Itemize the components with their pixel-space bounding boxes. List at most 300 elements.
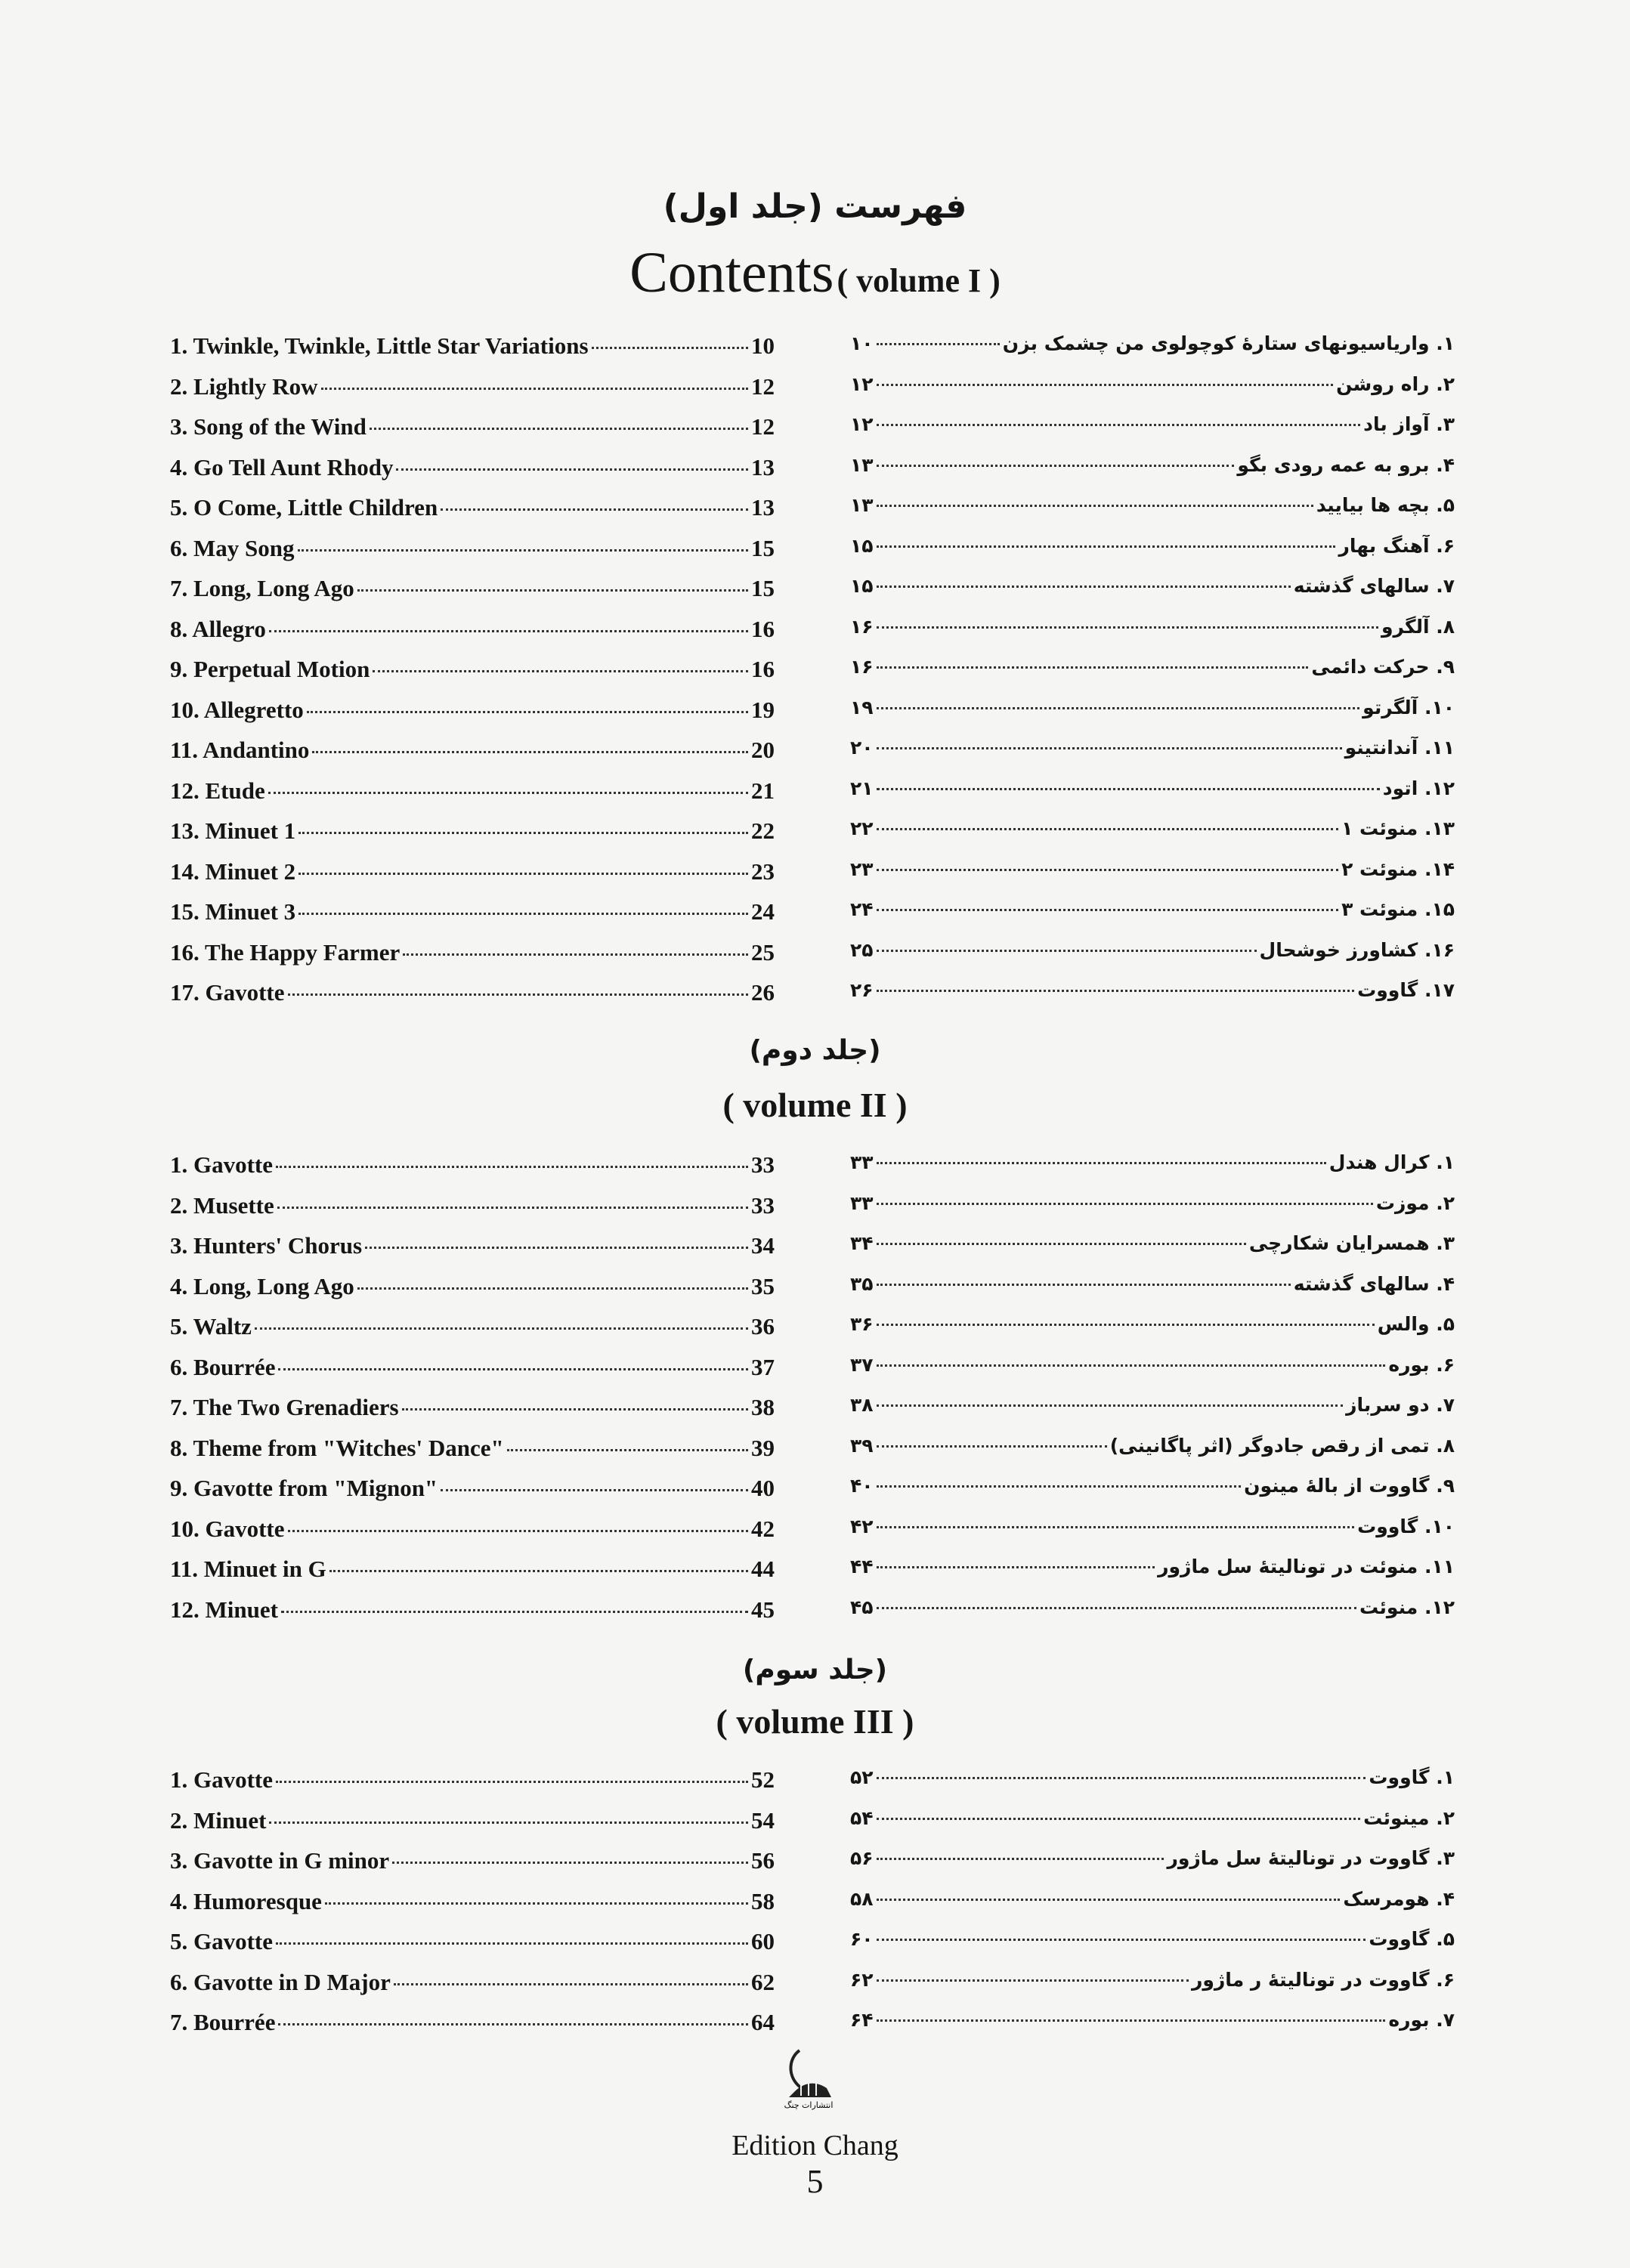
toc-entry-title: 4. Humoresque <box>170 1887 322 1914</box>
toc-entry-title: ۱۰. گاووت <box>1357 1515 1455 1537</box>
toc-entry <box>850 1273 1455 1314</box>
dot-leader <box>321 388 749 390</box>
toc-entry-title: 3. Hunters' Chorus <box>170 1232 363 1259</box>
toc-entry-title: 2. Musette <box>170 1191 274 1219</box>
toc-entry <box>170 1394 775 1435</box>
dot-leader <box>357 1287 748 1290</box>
dot-leader <box>288 1530 748 1532</box>
toc-entry <box>170 1151 775 1192</box>
volume-1-english-list <box>170 332 775 1020</box>
toc-entry <box>850 2009 1455 2050</box>
toc-entry <box>850 494 1455 535</box>
toc-entry-page: ۵۶ <box>850 1847 874 1869</box>
toc-entry-title: ۷. دو سرباز <box>1346 1394 1455 1416</box>
toc-entry-title: 6. Bourrée <box>170 1353 276 1380</box>
dot-leader <box>276 1166 748 1168</box>
toc-entry-page: ۲۳ <box>850 857 874 880</box>
volume-2-persian-title: (جلد دوم) <box>749 1035 881 1066</box>
toc-entry <box>170 332 775 373</box>
toc-entry-page: ۱۳ <box>850 494 874 516</box>
volume-3-title: ( volume III ) <box>716 1702 914 1741</box>
dot-leader <box>298 549 749 552</box>
toc-entry <box>170 454 775 495</box>
toc-entry-title: 2. Minuet <box>170 1806 267 1834</box>
toc-entry-title: ۲. مینوئت <box>1363 1806 1455 1829</box>
toc-entry-page: 16 <box>751 656 775 682</box>
toc-entry <box>850 1354 1455 1395</box>
toc-entry <box>170 1354 775 1395</box>
toc-entry-page: 54 <box>751 1806 775 1834</box>
toc-entry <box>850 1516 1455 1556</box>
toc-entry-title: ۵. والس <box>1377 1313 1455 1335</box>
toc-entry <box>170 616 775 657</box>
volume-2-persian-list <box>850 1151 1455 1636</box>
toc-entry <box>850 1232 1455 1273</box>
toc-entry-page: 35 <box>751 1272 775 1299</box>
toc-entry-page: 37 <box>751 1353 775 1380</box>
toc-entry-title: ۶. آهنگ بهار <box>1338 534 1455 557</box>
dot-leader <box>269 1822 748 1824</box>
toc-entry-title: ۶. بوره <box>1388 1353 1455 1376</box>
toc-entry <box>850 575 1455 616</box>
toc-entry <box>850 1435 1455 1475</box>
toc-entry-page: ۶۴ <box>850 2009 874 2031</box>
dot-leader <box>877 1364 1386 1367</box>
toc-entry-title: ۹. حرکت دائمی <box>1311 656 1455 678</box>
toc-entry <box>170 1596 775 1637</box>
toc-entry-title: 4. Go Tell Aunt Rhody <box>170 453 394 480</box>
toc-entry-page: ۱۶ <box>850 656 874 678</box>
toc-entry-title: 16. The Happy Farmer <box>170 938 401 966</box>
dot-leader <box>507 1449 748 1451</box>
toc-entry <box>170 1766 775 1807</box>
dot-leader <box>877 626 1378 629</box>
toc-entry-title: ۴. سالهای گذشته <box>1293 1272 1455 1295</box>
toc-entry-page: ۳۵ <box>850 1272 874 1295</box>
volume-2-section <box>170 1151 1455 1636</box>
toc-entry-title: 9. Perpetual Motion <box>170 656 370 682</box>
toc-entry-title: 1. Twinkle, Twinkle, Little Star Variations <box>170 332 589 359</box>
toc-entry <box>850 656 1455 697</box>
toc-entry-page: 40 <box>751 1475 775 1501</box>
toc-entry <box>170 535 775 576</box>
toc-entry-page: ۴۵ <box>850 1596 874 1618</box>
toc-entry <box>850 373 1455 414</box>
toc-entry <box>170 656 775 697</box>
toc-entry-title: ۱۵. منوئت ۳ <box>1341 898 1455 920</box>
dot-leader <box>877 788 1380 790</box>
dot-leader <box>877 384 1334 386</box>
toc-entry-page: 45 <box>751 1596 775 1623</box>
toc-entry-title: 1. Gavotte <box>170 1151 274 1178</box>
publisher-name: Edition Chang <box>731 2130 899 2161</box>
toc-entry-title: ۸. تمی از رقص جادوگر (اثر پاگانینی) <box>1109 1434 1455 1457</box>
toc-entry-page: ۳۶ <box>850 1313 874 1335</box>
toc-entry-page: ۲۶ <box>850 979 874 1001</box>
toc-entry-page: 26 <box>751 979 775 1006</box>
toc-entry <box>170 413 775 454</box>
toc-entry-title: 8. Allegro <box>170 615 266 642</box>
toc-entry-page: 24 <box>751 898 775 925</box>
toc-entry <box>850 817 1455 858</box>
toc-entry <box>850 1888 1455 1929</box>
toc-entry-page: 36 <box>751 1313 775 1339</box>
toc-entry <box>850 1394 1455 1435</box>
toc-entry-title: 11. Minuet in G <box>170 1556 326 1582</box>
toc-entry <box>850 1475 1455 1516</box>
dot-leader <box>255 1327 748 1330</box>
toc-entry <box>850 898 1455 939</box>
toc-entry <box>170 1192 775 1233</box>
toc-entry <box>850 1807 1455 1848</box>
toc-entry-title: ۱۱. آندانتینو <box>1344 737 1455 759</box>
dot-leader <box>877 1526 1355 1528</box>
toc-entry <box>850 777 1455 818</box>
toc-entry-page: ۱۳ <box>850 453 874 476</box>
toc-entry-page: 39 <box>751 1434 775 1461</box>
dot-leader <box>877 950 1257 952</box>
toc-entry-page: 52 <box>751 1766 775 1793</box>
toc-entry-title: ۳. آواز باد <box>1363 413 1455 435</box>
dot-leader <box>276 1942 748 1945</box>
toc-entry-title: ۴. هومرسک <box>1343 1887 1455 1910</box>
dot-leader <box>278 2023 748 2025</box>
toc-entry-page: 22 <box>751 817 775 844</box>
dot-leader <box>877 545 1336 548</box>
dot-leader <box>877 1162 1326 1164</box>
volume-1-persian-list <box>850 332 1455 1020</box>
toc-entry-title: ۸. آلگرو <box>1381 615 1455 638</box>
toc-entry <box>170 777 775 818</box>
toc-entry-page: ۳۸ <box>850 1394 874 1416</box>
toc-entry <box>170 939 775 980</box>
toc-entry-title: ۱. گاووت <box>1369 1766 1455 1788</box>
dot-leader <box>877 1818 1361 1820</box>
edition-chang-logo <box>778 2047 839 2112</box>
dot-leader <box>877 828 1339 830</box>
toc-entry <box>170 1969 775 2010</box>
toc-entry <box>850 1556 1455 1596</box>
toc-entry-page: ۱۹ <box>850 696 874 718</box>
toc-entry-title: 7. Long, Long Ago <box>170 575 354 601</box>
toc-entry <box>170 1516 775 1556</box>
toc-entry <box>170 1847 775 1888</box>
dot-leader <box>877 1243 1246 1245</box>
dot-leader <box>357 589 748 592</box>
toc-entry-page: 58 <box>751 1887 775 1914</box>
toc-entry-page: 38 <box>751 1394 775 1420</box>
dot-leader <box>877 586 1291 588</box>
toc-entry-title: ۱۲. اتود <box>1382 777 1455 799</box>
dot-leader <box>269 630 748 632</box>
toc-entry <box>850 413 1455 454</box>
dot-leader <box>877 1566 1155 1568</box>
dot-leader <box>877 465 1235 467</box>
dot-leader <box>877 747 1342 749</box>
page-number: 5 <box>806 2163 824 2200</box>
toc-entry-title: ۷. سالهای گذشته <box>1293 575 1455 597</box>
toc-entry-page: ۳۳ <box>850 1191 874 1214</box>
toc-entry-page: ۲۵ <box>850 938 874 961</box>
toc-entry-page: ۱۰ <box>850 332 874 354</box>
toc-entry <box>170 1475 775 1516</box>
dot-leader <box>877 2019 1386 2022</box>
dot-leader <box>298 913 748 915</box>
toc-entry <box>850 1596 1455 1637</box>
toc-entry-page: 33 <box>751 1191 775 1219</box>
volume-1-section <box>170 332 1455 1020</box>
toc-entry-title: ۳. گاووت در تونالیتهٔ سل ماژور <box>1167 1847 1455 1869</box>
toc-entry <box>850 1969 1455 2010</box>
dot-leader <box>877 1607 1357 1609</box>
toc-entry-page: ۵۸ <box>850 1887 874 1910</box>
toc-entry <box>850 1847 1455 1888</box>
toc-entry <box>170 2009 775 2050</box>
toc-entry <box>170 858 775 899</box>
logo-text: انتشارات چنگ <box>784 2100 834 2110</box>
toc-entry-page: ۲۲ <box>850 817 874 839</box>
toc-entry-title: ۵. گاووت <box>1369 1928 1455 1950</box>
toc-entry <box>170 1313 775 1354</box>
toc-entry <box>850 535 1455 576</box>
toc-entry-page: 44 <box>751 1556 775 1582</box>
volume-3-persian-list <box>850 1766 1455 2050</box>
toc-entry-title: ۷. بوره <box>1388 2009 1455 2031</box>
toc-entry <box>850 1766 1455 1807</box>
toc-entry-title: ۱. کرال هندل <box>1328 1151 1455 1173</box>
toc-entry-page: 60 <box>751 1928 775 1954</box>
dot-leader <box>392 1862 748 1864</box>
toc-entry-page: 10 <box>751 332 775 359</box>
toc-entry-page: 15 <box>751 575 775 601</box>
toc-entry-page: 25 <box>751 938 775 966</box>
toc-entry <box>170 575 775 616</box>
toc-entry-page: ۳۳ <box>850 1151 874 1173</box>
toc-entry-title: 12. Minuet <box>170 1596 278 1623</box>
toc-entry-title: 7. The Two Grenadiers <box>170 1394 399 1420</box>
toc-entry <box>850 454 1455 495</box>
toc-entry-page: 15 <box>751 534 775 561</box>
toc-entry-page: ۳۴ <box>850 1232 874 1254</box>
dot-leader <box>394 1983 748 1985</box>
toc-entry-page: ۶۰ <box>850 1928 874 1950</box>
toc-entry-title: 10. Gavotte <box>170 1515 285 1542</box>
toc-entry <box>170 1928 775 1969</box>
dot-leader <box>268 792 748 794</box>
toc-entry-title: 13. Minuet 1 <box>170 817 296 844</box>
dot-leader <box>441 1489 748 1491</box>
toc-entry-page: 33 <box>751 1151 775 1178</box>
toc-entry-title: 6. May Song <box>170 534 295 561</box>
dot-leader <box>877 707 1360 709</box>
toc-entry <box>170 1273 775 1314</box>
toc-entry-title: 10. Allegretto <box>170 696 304 723</box>
dot-leader <box>877 1404 1344 1407</box>
toc-entry-page: 12 <box>751 413 775 440</box>
toc-entry-title: 5. Gavotte <box>170 1928 274 1954</box>
toc-entry-title: ۶. گاووت در تونالیتهٔ ر ماژور <box>1191 1968 1455 1991</box>
dot-leader <box>370 428 748 430</box>
toc-entry <box>850 1313 1455 1354</box>
toc-entry <box>850 1928 1455 1969</box>
toc-entry-title: ۱۲. منوئت <box>1359 1596 1455 1618</box>
toc-entry-page: 16 <box>751 615 775 642</box>
dot-leader <box>877 1979 1189 1982</box>
toc-entry <box>170 1888 775 1929</box>
toc-entry-title: ۱۴. منوئت ۲ <box>1341 857 1455 880</box>
toc-entry-page: ۱۲ <box>850 372 874 395</box>
toc-entry-title: ۱. واریاسیونهای ستارهٔ کوچولوی من چشمک بزن <box>1002 332 1455 354</box>
toc-entry-title: ۹. گاووت از بالهٔ مینون <box>1244 1475 1455 1497</box>
dot-leader <box>877 1284 1291 1286</box>
toc-entry-title: ۱۶. کشاورز خوشحال <box>1259 938 1455 961</box>
toc-entry-page: 64 <box>751 2009 775 2035</box>
dot-leader <box>276 1781 748 1783</box>
toc-entry <box>170 737 775 777</box>
toc-entry <box>850 1151 1455 1192</box>
volume-2-english-list <box>170 1151 775 1636</box>
toc-entry <box>170 494 775 535</box>
toc-entry-page: ۵۲ <box>850 1766 874 1788</box>
dot-leader <box>877 666 1309 669</box>
dot-leader <box>877 1203 1373 1205</box>
toc-entry-page: ۵۴ <box>850 1806 874 1829</box>
toc-entry-title: 5. O Come, Little Children <box>170 494 438 521</box>
persian-title: فهرست (جلد اول) <box>663 187 967 226</box>
toc-entry-page: ۱۵ <box>850 534 874 557</box>
dot-leader <box>325 1902 748 1905</box>
dot-leader <box>373 670 748 672</box>
dot-leader <box>877 1777 1366 1779</box>
toc-entry-title: 11. Andantino <box>170 737 310 763</box>
toc-entry <box>170 373 775 414</box>
toc-entry-page: ۲۰ <box>850 737 874 759</box>
dot-leader <box>877 424 1361 426</box>
toc-entry-title: ۱۱. منوئت در تونالیتهٔ سل ماژور <box>1158 1556 1455 1577</box>
dot-leader <box>396 468 748 471</box>
toc-entry-title: ۵. بچه ها بیایید <box>1316 494 1455 516</box>
dot-leader <box>403 953 748 956</box>
dot-leader <box>298 832 748 834</box>
toc-entry-title: 2. Lightly Row <box>170 372 318 400</box>
dot-leader <box>877 990 1355 992</box>
dot-leader <box>877 343 1000 345</box>
toc-entry-title: 6. Gavotte in D Major <box>170 1968 391 1995</box>
volume-3-english-list <box>170 1766 775 2050</box>
toc-entry <box>850 332 1455 373</box>
toc-entry <box>850 979 1455 1020</box>
toc-entry-page: 42 <box>751 1515 775 1542</box>
toc-entry <box>170 1232 775 1273</box>
toc-entry-page: ۶۲ <box>850 1968 874 1991</box>
dot-leader <box>877 1445 1107 1448</box>
volume-1-title: ( volume I ) <box>837 262 1001 299</box>
toc-entry <box>170 979 775 1020</box>
toc-entry <box>170 1556 775 1596</box>
toc-entry <box>170 817 775 858</box>
dot-leader <box>288 993 748 996</box>
toc-entry <box>850 1192 1455 1233</box>
toc-entry-page: ۴۴ <box>850 1556 874 1577</box>
toc-entry-title: 3. Song of the Wind <box>170 413 367 440</box>
toc-entry <box>170 1435 775 1475</box>
toc-entry <box>850 858 1455 899</box>
dot-leader <box>402 1408 748 1411</box>
toc-entry <box>170 1807 775 1848</box>
toc-entry-title: 9. Gavotte from "Mignon" <box>170 1475 438 1501</box>
dot-leader <box>278 1368 748 1370</box>
dot-leader <box>877 1858 1165 1860</box>
toc-entry-page: 62 <box>751 1968 775 1995</box>
dot-leader <box>365 1247 748 1249</box>
toc-entry-title: 7. Bourrée <box>170 2009 276 2035</box>
dot-leader <box>329 1570 748 1572</box>
toc-entry-title: 1. Gavotte <box>170 1766 274 1793</box>
toc-entry-title: 12. Etude <box>170 777 265 804</box>
dot-leader <box>307 711 748 713</box>
toc-entry-page: 56 <box>751 1847 775 1874</box>
toc-entry-title: 4. Long, Long Ago <box>170 1272 354 1299</box>
toc-entry-page: ۴۰ <box>850 1475 874 1497</box>
toc-entry-title: ۱۰. آلگرتو <box>1362 696 1455 718</box>
toc-entry-title: ۲. موزت <box>1375 1191 1455 1214</box>
toc-entry <box>170 898 775 939</box>
toc-entry <box>850 616 1455 657</box>
toc-entry <box>170 697 775 737</box>
toc-entry-page: 34 <box>751 1232 775 1259</box>
toc-entry-page: 13 <box>751 494 775 521</box>
volume-3-persian-title: (جلد سوم) <box>742 1655 888 1686</box>
toc-entry-page: ۱۶ <box>850 615 874 638</box>
dot-leader <box>877 909 1339 911</box>
volume-2-title: ( volume II ) <box>722 1086 908 1124</box>
dot-leader <box>312 751 748 753</box>
toc-entry-title: 15. Minuet 3 <box>170 898 296 925</box>
toc-entry-page: 12 <box>751 372 775 400</box>
dot-leader <box>441 508 748 511</box>
contents-heading <box>0 240 1630 306</box>
toc-entry-title: 3. Gavotte in G minor <box>170 1847 390 1874</box>
toc-entry-page: ۱۲ <box>850 413 874 435</box>
toc-entry-title: 5. Waltz <box>170 1313 252 1339</box>
dot-leader <box>877 1939 1366 1941</box>
volume-3-section <box>170 1766 1455 2050</box>
toc-entry <box>850 737 1455 777</box>
toc-entry-page: ۲۱ <box>850 777 874 799</box>
toc-entry-page: ۳۷ <box>850 1353 874 1376</box>
toc-entry-page: 20 <box>751 737 775 763</box>
toc-entry-title: ۳. همسرایان شکارچی <box>1248 1232 1455 1254</box>
toc-entry-title: ۱۳. منوئت ۱ <box>1341 817 1455 839</box>
toc-entry <box>850 939 1455 980</box>
dot-leader <box>298 873 748 875</box>
toc-entry-page: ۲۴ <box>850 898 874 920</box>
toc-entry-page: 21 <box>751 777 775 804</box>
contents-title: Contents <box>629 241 834 304</box>
toc-entry-page: ۴۲ <box>850 1515 874 1537</box>
toc-entry-title: 8. Theme from "Witches' Dance" <box>170 1434 504 1461</box>
dot-leader <box>592 347 748 349</box>
toc-entry-title: 17. Gavotte <box>170 979 285 1006</box>
toc-entry-title: ۱۷. گاووت <box>1357 979 1455 1001</box>
toc-entry-title: ۴. برو به عمه رودی بگو <box>1237 453 1455 476</box>
dot-leader <box>877 1324 1375 1326</box>
dot-leader <box>877 505 1313 507</box>
toc-entry-page: 13 <box>751 453 775 480</box>
toc-entry-page: ۱۵ <box>850 575 874 597</box>
dot-leader <box>877 869 1339 871</box>
dot-leader <box>877 1485 1242 1488</box>
